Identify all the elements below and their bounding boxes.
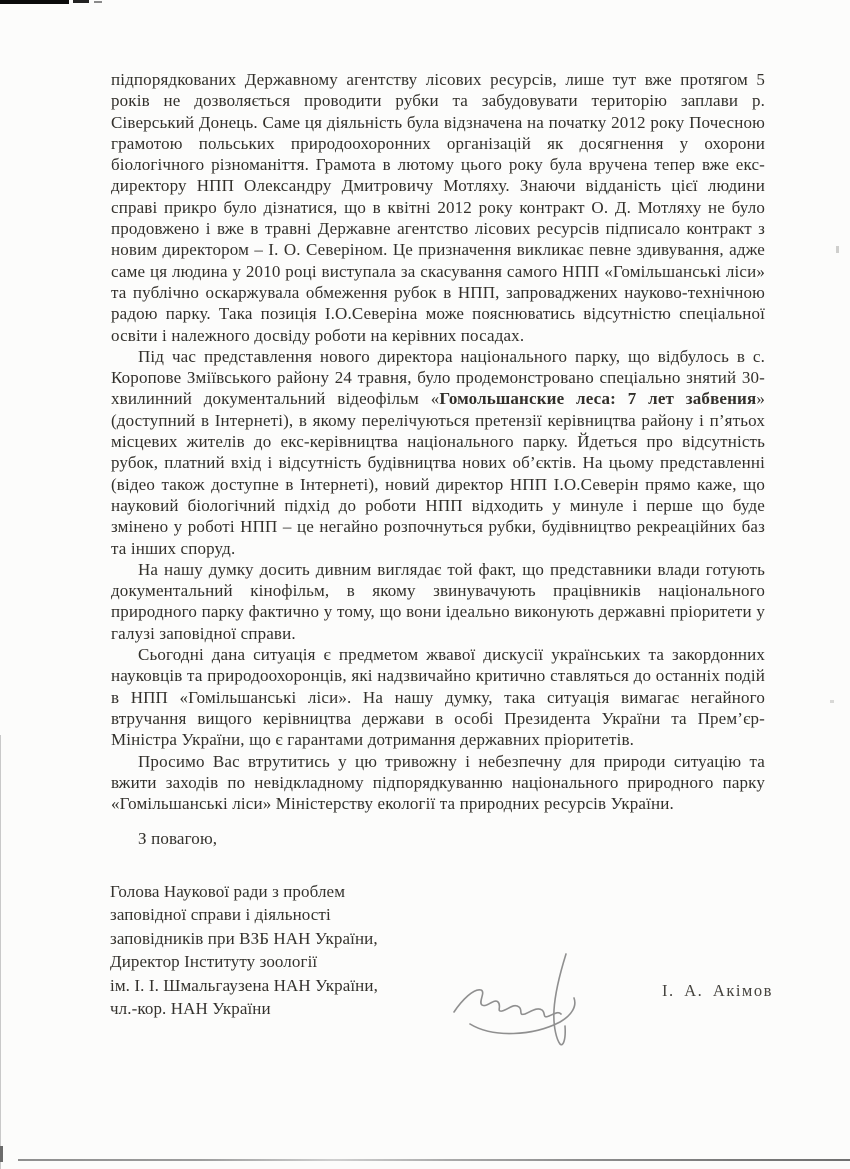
paragraph-4: Сьогодні дана ситуація є предметом жвавої дискусії українських та закордонних науковців та природоохоронців, які надзвичайно критично ставляться до останніх подій в НПП «Гомільшанські ліси». На нашу думку, така ситуація вимагає негайного втручання вищого керівництва держави в особі Президента України та Прем’єр-Міністра України, що є гарантами дотримання державних пріоритетів.: [111, 645, 765, 750]
signer-name: І. А. Акімов: [662, 981, 773, 1000]
signer-title-line: заповідної справи і діяльності: [110, 905, 331, 925]
scan-artifact-left-mark: [0, 1146, 3, 1162]
film-title: Гомольшанские леса: 7 лет забвения: [439, 389, 757, 409]
signer-title-line: чл.-кор. НАН України: [110, 999, 271, 1019]
paragraph-3: На нашу думку досить дивним виглядає той факт, що представники влади готують документальний кінофільм, в якому звинувачують працівників національного природного парку фактично у тому, що вони ідеально виконують державні пріоритети у галузі заповідної справи.: [111, 559, 765, 643]
scan-artifact-top-bar-2: [73, 0, 89, 3]
signer-title-line: Директор Інституту зоології: [110, 952, 318, 972]
signer-title-line: Голова Наукової ради з проблем: [110, 882, 346, 901]
scan-artifact-top-speck: [94, 1, 102, 3]
signer-title-block: [110, 880, 450, 1020]
signer-title-line: заповідників при ВЗБ НАН України,: [110, 928, 378, 948]
paragraph-2: [111, 346, 765, 559]
paragraph-2-text-after: » (доступний в Інтернеті), в якому перелічуються претензії керівництва району і п’ятьох місцевих жителів до екс-керівництва національного парку. Йдеться про відсутність рубок, платний вхід і відсутність будівництва нових об’єктів. На цьому представленні (відео також доступне в Інтернеті), новий директор НПП І.О.Северін прямо каже, що науковий біологічний підхід до роботи НПП відходить у минуле і перше що буде змінено у роботі НПП – це негайно розпочнуться рубки, будівництво рекреаційних баз та інших споруд.: [111, 389, 765, 558]
paragraph-2-text: Під час представлення нового директора національного парку, що відбулось в с. Коропове Зміївського району 24 травня, було продемонстровано спеціально знятий 30-хвилинний документальний відеофільм «: [111, 346, 765, 409]
scan-artifact-top-bar: [0, 0, 69, 4]
paragraph-1: підпорядкованих Державному агентству лісових ресурсів, лише тут вже протягом 5 років не дозволяється проводити рубки та забудовувати територію заплави р. Сіверський Донець. Саме ця діяльність була відзначена на початку 2012 року Почесною грамотою польських природоохоронних організацій як досягнення у охорони біологічного різноманіття. Грамота в лютому цього року була вручена тепер вже екс-директору НПП Олександру Дмитровичу Мотляху. Знаючи відданість цієї людини справі прикро було дізнатися, що в квітні 2012 року контракт О. Д. Мотляху не було продовжено і вже в травні Державне агентство лісових ресурсів підписало контракт з новим директором – І. О. Северіном. Це призначення викликає певне здивування, адже саме ця людина у 2010 році виступала за скасування самого НПП «Гомільшанські ліси» та публічно оскаржувала обмеження рубок в НПП, запроваджених науково-технічною радою парку. Така позиція І.О.Северіна може пояснюватись відсутністю спеціальної освіти і належного досвіду роботи на керівних посадах.: [111, 70, 765, 345]
scan-artifact-speck: [830, 700, 834, 703]
scan-artifact-left-edge: [0, 735, 1, 1169]
letter-body: [111, 69, 765, 850]
scan-artifact-bottom-edge: [18, 1159, 850, 1161]
closing-salutation: З повагою,: [138, 829, 218, 849]
signer-title-line: ім. І. І. Шмальгаузена НАН України,: [110, 975, 378, 995]
paragraph-5: Просимо Вас втрутитись у цю тривожну і небезпечну для природи ситуацію та вжити заходів по невідкладному підпорядкуванню національного природного парку «Гомільшанські ліси» Міністерству екології та природних ресурсів України.: [111, 751, 765, 814]
scan-artifact-speck: [836, 246, 839, 253]
handwritten-signature-icon: [448, 948, 598, 1058]
